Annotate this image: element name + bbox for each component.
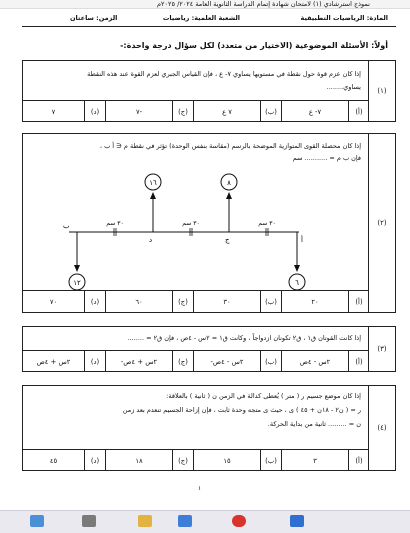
choice-value[interactable]: ٢٠ xyxy=(281,291,348,313)
page-number: ١ xyxy=(198,485,202,492)
choice-label[interactable]: (أ) xyxy=(348,351,369,372)
arrow-head-icon xyxy=(294,265,300,272)
force-label: ١٢ xyxy=(73,279,81,287)
question-text: إذا كانت القوتان ق١ ، ق٢ تكونان ازدواجاً ، وكانت ق١ = ٢س - ٤ص ، فإن ق٢ = ........ xyxy=(127,334,361,342)
choice-value[interactable]: ٣ xyxy=(281,450,348,471)
choice-value[interactable]: ١٨ xyxy=(105,450,172,471)
choice-label[interactable]: (أ) xyxy=(348,291,369,313)
segment-label: ٣٠ سم xyxy=(182,220,200,227)
section-title: أولاً: الأسئلة الموضوعية (الاختيار من متعدد) لكل سؤال درجة واحدة:- xyxy=(120,41,388,50)
arrow-head-icon xyxy=(74,265,80,272)
choice-value[interactable]: -٢س - ٤ص xyxy=(193,351,260,372)
choice-value[interactable]: ٢س - ٤ص xyxy=(281,351,348,372)
force-label: ١٦ xyxy=(149,179,157,187)
branch-label: الشعبة العلمية: رياضيات xyxy=(162,14,240,22)
choice-value[interactable]: ٢س + ٤ص xyxy=(36,357,71,366)
choice-label[interactable]: (ب) xyxy=(260,101,281,122)
question-text-cont: فإن ب م = ........... سم xyxy=(292,154,361,162)
choice-label[interactable]: (ب) xyxy=(260,291,281,313)
folder-icon[interactable] xyxy=(138,515,152,527)
choice-label[interactable]: (أ) xyxy=(348,450,369,471)
choice-value[interactable]: ٧- xyxy=(105,101,172,122)
choice-value[interactable]: ٣٠ xyxy=(193,291,260,313)
point-label: ب xyxy=(63,222,70,230)
choice-label[interactable]: (د) xyxy=(84,351,105,372)
browser-icon[interactable] xyxy=(232,515,246,527)
arrow-head-icon xyxy=(150,192,156,199)
parallel-forces-diagram xyxy=(49,170,339,294)
word-icon[interactable] xyxy=(290,515,304,527)
point-label: د xyxy=(149,236,153,244)
choice-value[interactable]: ٧٠ xyxy=(49,298,58,306)
force-label: ٦ xyxy=(295,279,299,287)
choice-label[interactable]: (ج) xyxy=(172,101,193,122)
app-icon[interactable] xyxy=(178,515,192,527)
search-icon[interactable] xyxy=(82,515,96,527)
question-text: إذا كان موضع جسيم ر ( متر ) يُعطى كدالة في الزمن ن ( ثانية ) بالعلاقة: xyxy=(166,392,361,400)
point-label: أ xyxy=(301,236,303,244)
choice-label[interactable]: (ب) xyxy=(260,351,281,372)
choice-label[interactable]: (أ) xyxy=(348,101,369,122)
exam-title: نموذج استرشادي (١) لامتحان شهادة إتمام الدراسة الثانوية العامة ٢٠٢٤/ ٢٠٢٥م xyxy=(157,0,370,8)
question-number: (١) xyxy=(368,61,395,121)
choices-row xyxy=(23,449,369,471)
choice-value[interactable]: -٢س + ٤ص xyxy=(105,351,172,372)
question-3 xyxy=(22,326,396,372)
choice-label[interactable]: (د) xyxy=(84,291,105,313)
choice-label[interactable]: (ج) xyxy=(172,291,193,313)
choice-label[interactable]: (ج) xyxy=(172,450,193,471)
windows-start-icon[interactable] xyxy=(30,515,44,527)
segment-label: ٣٠ سم xyxy=(258,220,276,227)
arrow-head-icon xyxy=(226,192,232,199)
choices-row xyxy=(23,350,369,372)
choice-value[interactable]: ٧- ع xyxy=(281,101,348,122)
question-number: (٢) xyxy=(368,134,395,312)
choice-value[interactable]: ٧ xyxy=(51,107,56,116)
choices-row xyxy=(23,290,369,313)
question-1 xyxy=(22,60,396,122)
taskbar xyxy=(0,510,410,533)
segment-label: ٣٠ سم xyxy=(106,220,124,227)
question-text: إذا كان محصلة القوى المتوازية الموضحة بالرسم (مقاسة بنفس الوحدة) تؤثر في نقطة م ∈ أ ب ، xyxy=(99,142,361,150)
question-2 xyxy=(22,133,396,313)
subject-label: المادة: الرياضيات التطبيقية xyxy=(300,14,388,22)
choice-value[interactable]: ٤٥ xyxy=(49,456,58,465)
force-label: ٨ xyxy=(227,179,231,187)
choice-value[interactable]: ١٥ xyxy=(193,450,260,471)
question-text-cont: ر = ( ن٢ - ١٨ن + ٤٥ ) ى ، حيث ى متجه وحدة ثابت ، فإن إزاحة الجسيم تنعدم بعد زمن xyxy=(122,406,361,414)
choice-value[interactable]: ٧ ع xyxy=(193,101,260,122)
question-number: (٣) xyxy=(368,327,395,371)
choice-label[interactable]: (ب) xyxy=(260,450,281,471)
choice-label[interactable]: (ج) xyxy=(172,351,193,372)
question-number: (٤) xyxy=(368,386,395,470)
time-label: الزمن: ساعتان xyxy=(70,14,118,22)
choice-label[interactable]: (د) xyxy=(84,101,105,122)
choice-value[interactable]: ٦٠ xyxy=(105,291,172,313)
point-label: ج xyxy=(225,236,230,244)
question-text-cont: يساوي........ xyxy=(326,83,361,91)
choices-row xyxy=(23,100,369,122)
question-4 xyxy=(22,385,396,471)
question-text-cont: ن = ......... ثانية من بداية الحركة. xyxy=(267,420,361,428)
question-text: إذا كان عزم قوة حول نقطة في مستويها يساوي ٧- ع ، فإن القياس الجبري لعزم القوة عند هذه النقطة xyxy=(87,70,361,78)
header-divider xyxy=(22,26,396,27)
choice-label[interactable]: (د) xyxy=(84,450,105,471)
